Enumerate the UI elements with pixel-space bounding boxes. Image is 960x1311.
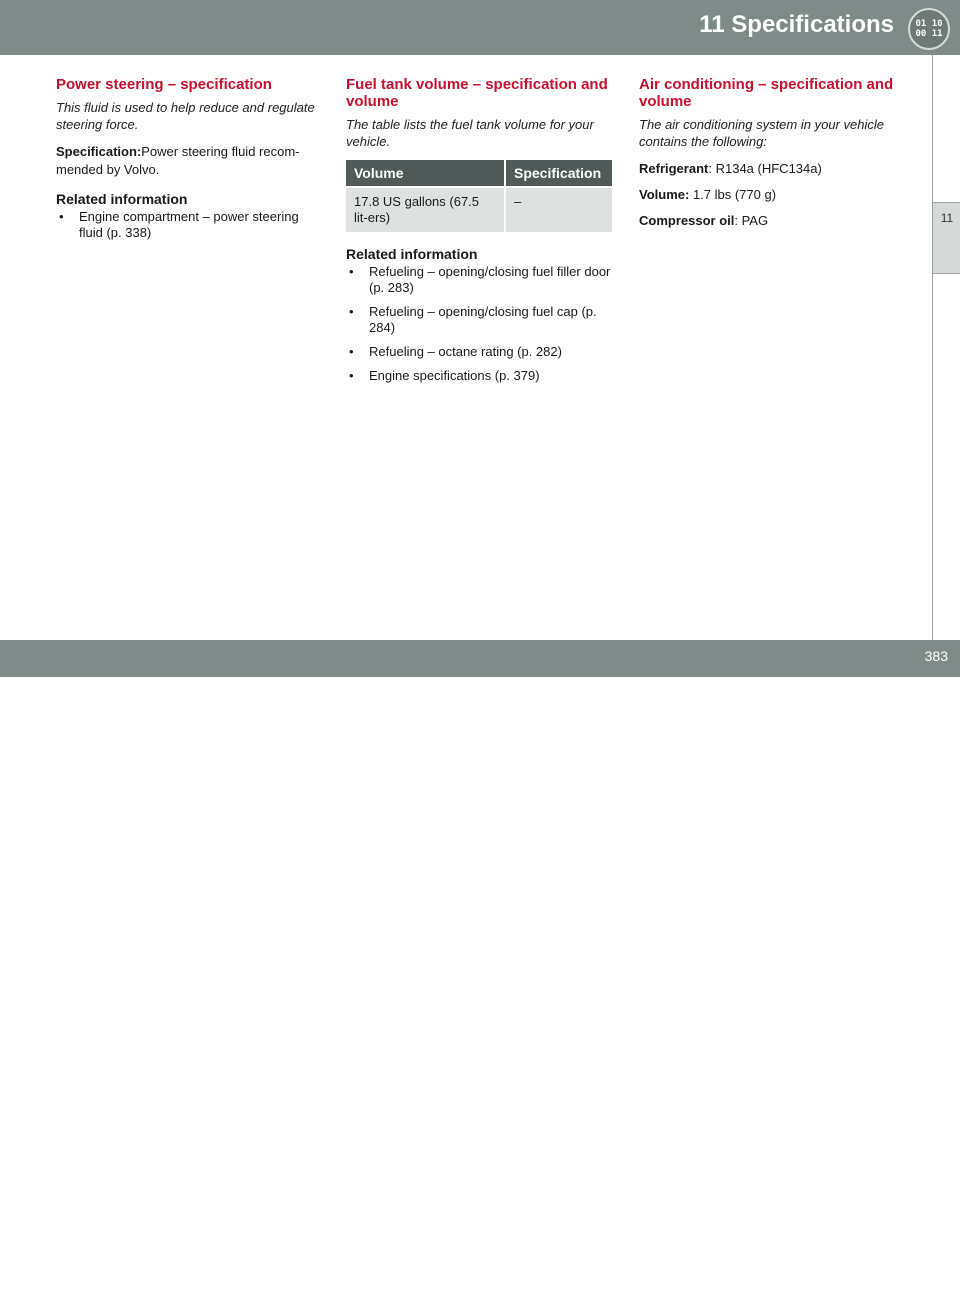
air-conditioning-intro: The air conditioning system in your vehicle contains the following: [639, 117, 884, 149]
fuel-tank-related-title: Related information [346, 246, 478, 262]
related-link[interactable] [346, 368, 612, 384]
chapter-side-tab[interactable] [932, 202, 960, 274]
fuel-tank-section [346, 76, 612, 392]
table-header-row [346, 160, 612, 188]
related-link-text: Refueling – opening/closing fuel cap (p. 284) [369, 304, 597, 335]
related-link-text: Refueling – octane rating (p. 282) [369, 344, 562, 359]
related-link[interactable] [346, 344, 612, 360]
page-footer [0, 640, 960, 1310]
separator: : [734, 213, 738, 228]
side-tab-label: 11 [940, 211, 954, 225]
refrigerant-line [639, 160, 901, 178]
air-conditioning-title: Air conditioning – specification and volume [639, 76, 894, 110]
compressor-oil-label: Compressor oil [639, 213, 735, 228]
fuel-tank-intro: The table lists the fuel tank volume for your vehicle. [346, 117, 594, 149]
table-header-specification: Specification [506, 160, 612, 188]
bullet-icon: • [349, 264, 354, 279]
separator: : [708, 161, 712, 176]
table-header-volume: Volume [346, 160, 504, 188]
refrigerant-value: R134a (HFC134a) [711, 161, 822, 176]
power-steering-related-list [56, 209, 318, 241]
power-steering-spec [56, 143, 318, 179]
power-steering-related-title: Related information [56, 191, 188, 207]
refrigerant-label: Refrigerant [639, 161, 709, 176]
related-link[interactable] [56, 209, 318, 241]
table-row [346, 188, 612, 232]
fuel-tank-related-list [346, 264, 612, 384]
power-steering-title: Power steering – specification [56, 76, 272, 93]
page-header [0, 0, 960, 55]
related-link[interactable] [346, 304, 612, 336]
page-number: 383 [924, 648, 948, 664]
power-steering-intro: This fluid is used to help reduce and regulate steering force. [56, 100, 315, 132]
chapter-icon-line-2: 00 11 [915, 29, 943, 39]
watermark: carmanualsonline.info [620, 1285, 864, 1310]
volume-line [639, 186, 901, 204]
related-link[interactable] [346, 264, 612, 296]
related-link-text: Engine specifications (p. 379) [369, 368, 540, 383]
chapter-title: 11 Specifications [699, 11, 894, 38]
chapter-binary-icon [908, 8, 950, 50]
chapter-icon-line-1: 01 10 [915, 19, 943, 29]
bullet-icon: • [349, 368, 354, 383]
bullet-icon: • [349, 344, 354, 359]
compressor-oil-value: PAG [737, 213, 769, 228]
fuel-tank-table [344, 160, 614, 232]
air-conditioning-section [639, 76, 901, 238]
related-link-text: Refueling – opening/closing fuel filler door (p. 283) [369, 264, 611, 295]
side-divider-bottom [932, 274, 933, 640]
volume-label: Volume: [639, 187, 690, 202]
table-cell: – [506, 188, 612, 232]
fuel-tank-title: Fuel tank volume – specification and volume [346, 76, 608, 110]
bullet-icon: • [349, 304, 354, 319]
spec-text: Power steering fluid recom-mended by Volvo. [56, 144, 300, 177]
related-link-text: Engine compartment – power steering fluid (p. 338) [79, 209, 299, 240]
volume-value: 1.7 lbs (770 g) [689, 187, 777, 202]
bullet-icon: • [59, 209, 64, 224]
table-cell: 17.8 US gallons (67.5 lit-ers) [346, 188, 504, 232]
spec-label: Specification: [56, 144, 142, 159]
side-divider-top [932, 55, 933, 202]
power-steering-section [56, 76, 318, 249]
compressor-oil-line [639, 212, 901, 230]
